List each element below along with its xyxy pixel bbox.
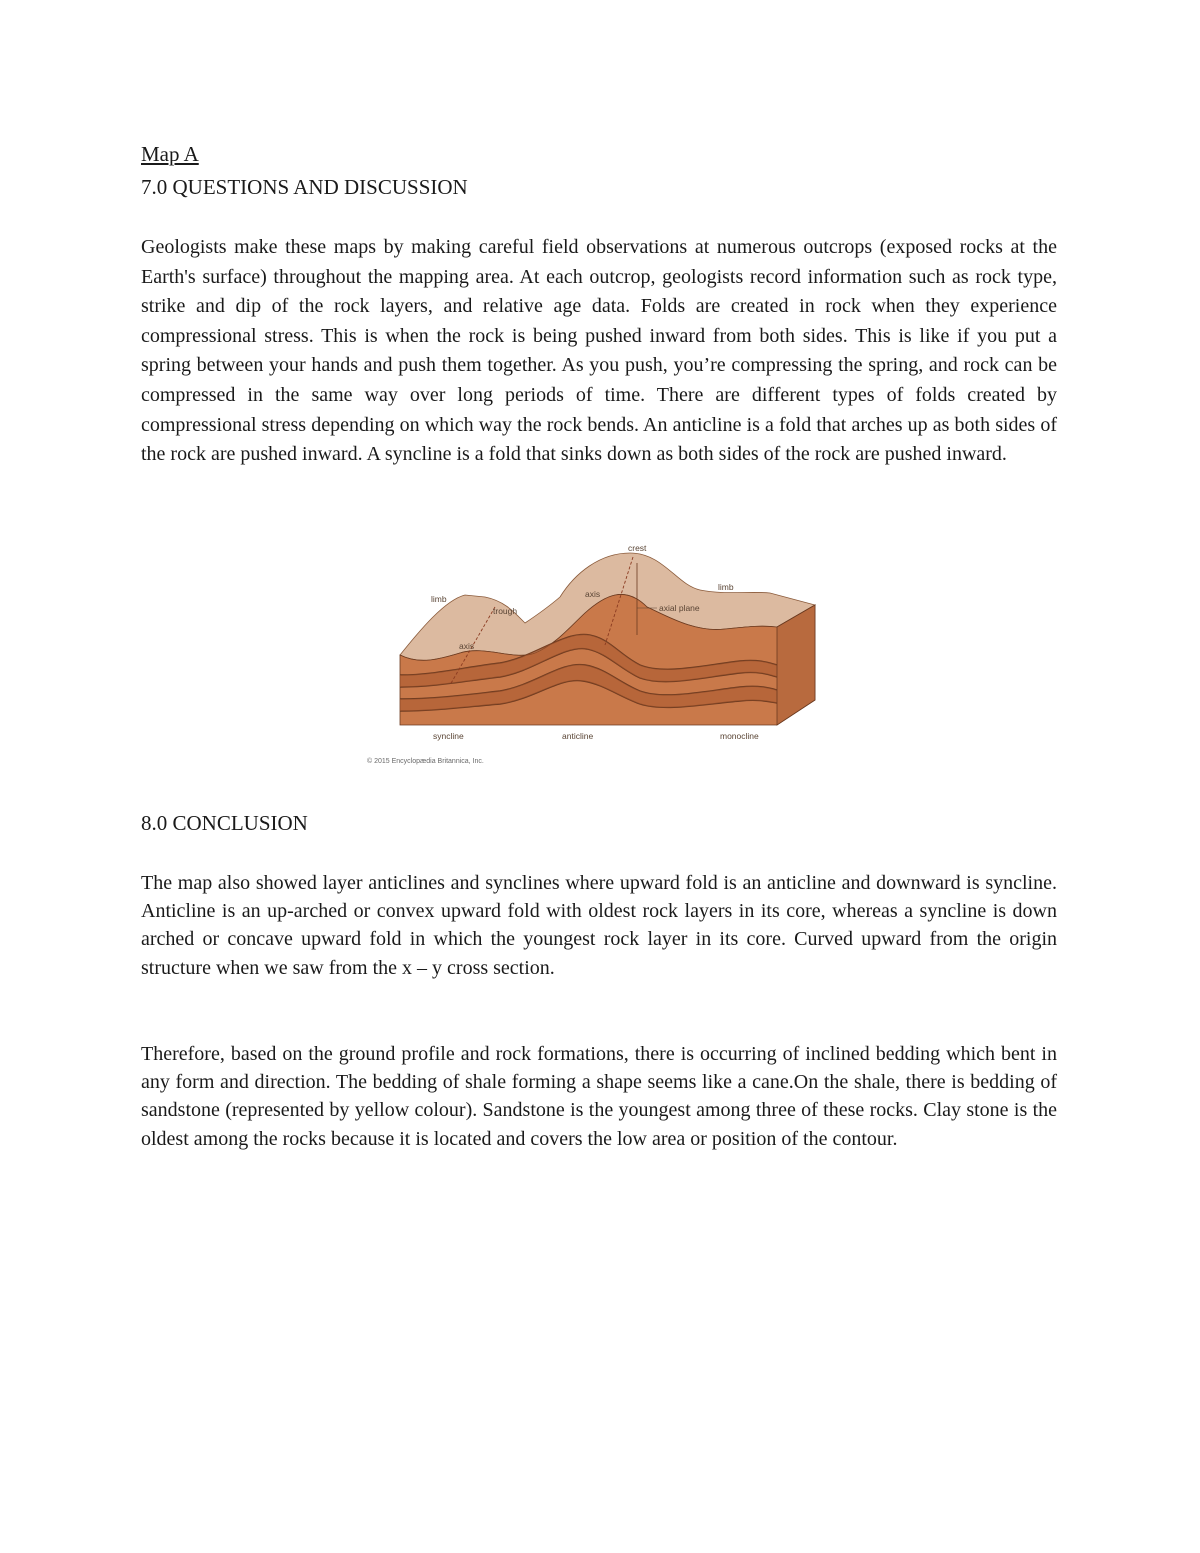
figure-copyright: © 2015 Encyclopædia Britannica, Inc.: [367, 758, 484, 765]
label-trough: trough: [493, 606, 518, 616]
questions-heading: 7.0 QUESTIONS AND DISCUSSION: [141, 175, 468, 199]
map-title: Map A: [141, 142, 199, 166]
label-anticline: anticline: [562, 731, 594, 741]
label-crest: crest: [628, 543, 647, 553]
conclusion-paragraph-2: Therefore, based on the ground profile and rock formations, there is occurring of inclined bedding which bent in any form and direction. The bedding of shale forming a shape seems like a cane.On the shale, there is bedding of sandstone (represented by yellow colour). Sandstone is the youngest among three of these rocks. Clay stone is the oldest among the rocks because it is located and covers the low area or position of the contour.: [141, 1043, 1057, 1150]
label-syncline: syncline: [433, 731, 464, 741]
conclusion-heading: 8.0 CONCLUSION: [141, 811, 308, 835]
label-axis-left: axis: [459, 641, 475, 651]
questions-paragraph: Geologists make these maps by making careful field observations at numerous outcrops (exposed rocks at the Earth's surface) throughout the mapping area. At each outcrop, geologists record information such as rock type, strike and dip of the rock layers, and relative age data. Folds are created in rock when they experience compressional stress. This is when the rock is being pushed inward from both sides. This is like if you put a spring between your hands and push them together. As you push, you’re compressing the spring, and rock can be compressed in the same way over long periods of time. There are different types of folds created by compressional stress depending on which way the rock bends. An anticline is a fold that arches up as both sides of the rock are pushed inward. A syncline is a fold that sinks down as both sides of the rock are pushed inward.: [141, 236, 1057, 466]
label-axial-plane: axial plane: [659, 603, 700, 613]
conclusion-paragraph-1: The map also showed layer anticlines and synclines where upward fold is an anticline and downward is syncline. Anticline is an up-arched or convex upward fold with oldest rock layers in its core, whereas a syncline is down arched or concave upward fold in which the youngest rock layer in its core. Curved upward from the origin structure when we saw from the x – y cross section.: [141, 872, 1057, 979]
label-monocline: monocline: [720, 731, 759, 741]
label-limb-left: limb: [431, 594, 447, 604]
fold-diagram: [365, 535, 825, 775]
label-limb-right: limb: [718, 582, 734, 592]
label-axis-center: axis: [585, 589, 601, 599]
